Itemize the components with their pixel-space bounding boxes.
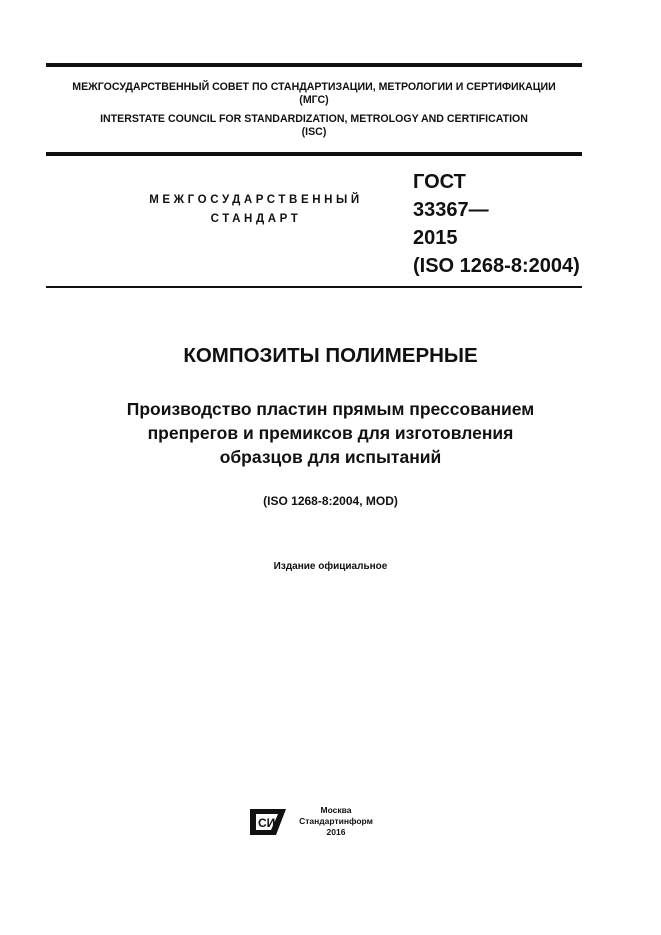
- top-rule: [46, 63, 582, 67]
- gost-year: 2015: [413, 227, 458, 249]
- svg-text:СИ: СИ: [258, 816, 276, 830]
- subtitle-line3: образцов для испытаний: [219, 447, 442, 467]
- publisher-city: Москва: [320, 805, 352, 815]
- edition-note: Издание официальное: [273, 561, 388, 572]
- iso-equivalence: (ISO 1268-8:2004, MOD): [263, 494, 398, 508]
- gost-number: 33367—: [413, 199, 489, 221]
- council-abbr-ru: (МГС): [299, 94, 329, 106]
- standard-type-line2: СТАНДАРТ: [210, 213, 302, 225]
- subtitle-line1: Производство пластин прямым прессованием: [126, 399, 535, 419]
- gost-iso-reference: (ISO 1268-8:2004): [413, 255, 580, 277]
- publisher-name: Стандартинформ: [299, 816, 373, 826]
- header-rule: [46, 152, 582, 156]
- publisher-year: 2016: [326, 827, 346, 837]
- council-name-ru: МЕЖГОСУДАРСТВЕННЫЙ СОВЕТ ПО СТАНДАРТИЗАЦИИ, МЕТРОЛОГИИ И СЕРТИФИКАЦИИ: [72, 81, 556, 93]
- standartinform-logo-icon: [249, 808, 287, 836]
- main-title: КОМПОЗИТЫ ПОЛИМЕРНЫЕ: [183, 344, 478, 367]
- designation-rule: [46, 286, 582, 288]
- gost-label: ГОСТ: [413, 171, 466, 193]
- standard-type-line1: МЕЖГОСУДАРСТВЕННЫЙ: [149, 194, 363, 206]
- council-name-en: INTERSTATE COUNCIL FOR STANDARDIZATION, METROLOGY AND CERTIFICATION: [100, 113, 528, 125]
- subtitle-line2: препрегов и премиксов для изготовления: [147, 423, 514, 443]
- council-abbr-en: (ISC): [301, 126, 327, 138]
